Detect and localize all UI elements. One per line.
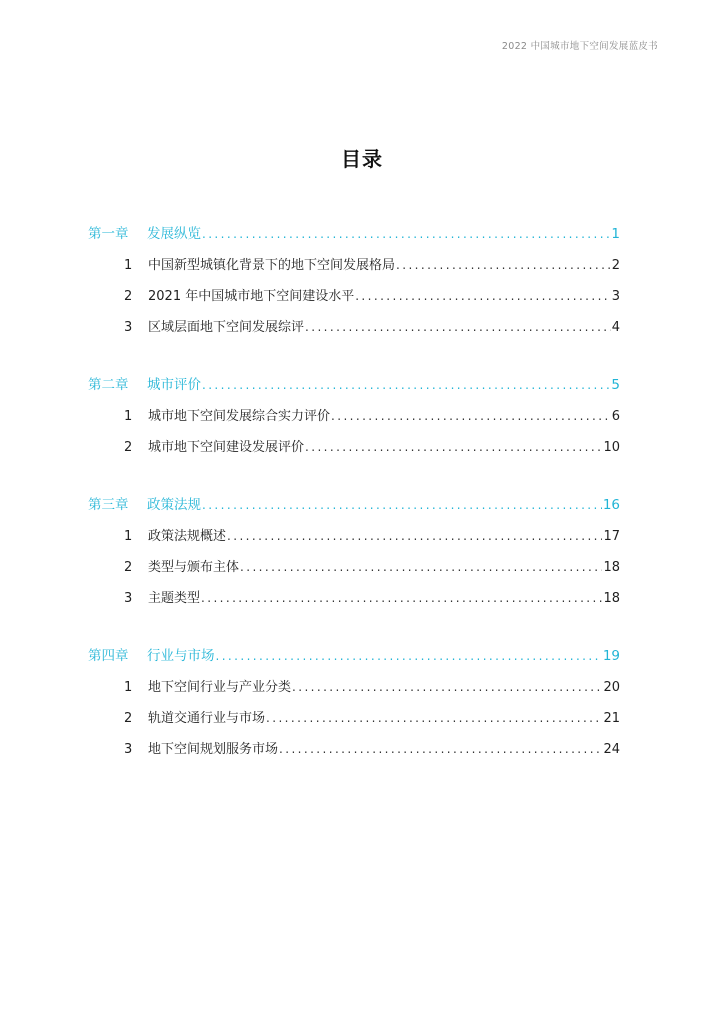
toc-section-entry[interactable] [88,315,620,346]
toc-section-entry[interactable] [88,706,620,737]
toc-chapter-entry[interactable] [88,373,620,404]
table-of-contents [88,222,620,795]
section-page-number: 2 [611,258,620,273]
toc-chapter [88,222,620,346]
dot-leader [305,315,611,339]
chapter-title: 行业与市场 [147,648,215,664]
section-title: 主题类型 [148,591,201,606]
section-page-number: 3 [611,289,620,304]
chapter-number: 第三章 [88,497,129,513]
dot-leader [396,253,611,277]
section-page-number: 24 [603,742,620,757]
toc-section-entry[interactable] [88,737,620,768]
section-number: 3 [124,320,133,335]
dot-leader [240,555,602,579]
toc-chapter-entry[interactable] [88,644,620,675]
section-title: 城市地下空间建设发展评价 [148,440,305,455]
toc-section-entry[interactable] [88,404,620,435]
dot-leader [305,435,602,459]
dot-leader [355,284,611,308]
section-number: 1 [124,258,133,273]
dot-leader [279,737,602,761]
section-number: 1 [124,529,133,544]
section-number: 1 [124,680,133,695]
chapter-number: 第一章 [88,226,129,242]
toc-section-entry[interactable] [88,435,620,466]
section-title: 轨道交通行业与市场 [148,711,266,726]
running-header: 2022 中国城市地下空间发展蓝皮书 [501,41,658,52]
section-title: 中国新型城镇化背景下的地下空间发展格局 [148,258,396,273]
toc-section-entry[interactable] [88,524,620,555]
section-page-number: 10 [603,440,620,455]
dot-leader [331,404,611,428]
toc-section-entry[interactable] [88,586,620,617]
dot-leader [202,373,610,397]
dot-leader [202,493,602,517]
section-number: 1 [124,409,133,424]
section-page-number: 4 [611,320,620,335]
chapter-title: 发展纵览 [147,226,201,242]
toc-chapter [88,644,620,768]
section-title: 地下空间规划服务市场 [148,742,279,757]
section-number: 2 [124,289,133,304]
section-page-number: 21 [603,711,620,726]
dot-leader [216,644,602,668]
dot-leader [227,524,602,548]
section-title: 城市地下空间发展综合实力评价 [148,409,331,424]
dot-leader [292,675,602,699]
toc-section-entry[interactable] [88,284,620,315]
section-number: 3 [124,591,133,606]
chapter-title: 政策法规 [147,497,201,513]
section-title: 政策法规概述 [148,529,227,544]
toc-section-entry[interactable] [88,253,620,284]
section-title: 类型与颁布主体 [148,560,240,575]
page-title: 目录 [341,147,383,171]
chapter-page-number: 5 [611,377,620,393]
chapter-title: 城市评价 [147,377,201,393]
section-page-number: 18 [603,591,620,606]
section-number: 2 [124,711,133,726]
dot-leader [266,706,602,730]
toc-section-entry[interactable] [88,675,620,706]
section-page-number: 6 [611,409,620,424]
chapter-page-number: 19 [602,648,620,664]
toc-section-entry[interactable] [88,555,620,586]
section-number: 3 [124,742,133,757]
chapter-number: 第二章 [88,377,129,393]
section-page-number: 17 [603,529,620,544]
toc-chapter [88,493,620,617]
toc-chapter-entry[interactable] [88,222,620,253]
chapter-number: 第四章 [88,648,129,664]
section-page-number: 20 [603,680,620,695]
section-title: 区域层面地下空间发展综评 [148,320,305,335]
section-page-number: 18 [603,560,620,575]
chapter-page-number: 1 [611,226,620,242]
dot-leader [202,222,610,246]
section-title: 地下空间行业与产业分类 [148,680,292,695]
section-number: 2 [124,440,133,455]
section-number: 2 [124,560,133,575]
toc-chapter-entry[interactable] [88,493,620,524]
chapter-page-number: 16 [602,497,620,513]
section-title: 2021 年中国城市地下空间建设水平 [148,289,355,304]
toc-chapter [88,373,620,466]
dot-leader [201,586,602,610]
